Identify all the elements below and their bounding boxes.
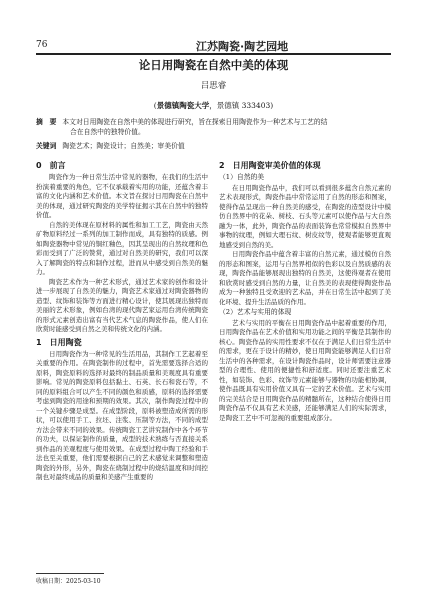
paragraph: 日用陶瓷作为一种常见的生活用品，其制作工艺起着至关重要的作用。在陶瓷制作的过程中，首先需要选择合适的原料，陶瓷原料的选择对最终的制品质量和美观度具有重要影响。常见的陶瓷原料包括黏土、石英、长石和瓷石等，不同的原料组合可以产生不同的颜色和质感，原料的选择需要考虑到陶瓷的用途和预期的效果。其次，制作陶瓷过程中的一个关键步骤是成型。在成型阶段，原料被塑造成所需的形状，可以使用手工、拉坯、注浆、压制等方法，不同的成型方法会带来不同的效果。传统陶瓷工艺讲究制作中各个环节的功夫，以保证制作的质量，成型的技术熟练与否直接关系到作品的美观程度与使用效果。在成型过程中陶工经验和手法也至关重要，他们需要根据自己的艺术感觉来调整和塑造陶瓷的外形，另外，陶瓷在烧制过程中的烧结温度和时间控制也对最终成品的质量和美感产生重要的: [36, 349, 208, 481]
paragraph: 日用陶瓷作品中蕴含着丰富的自然元素，通过模仿自然的形态和图案，运用与自然界相似的色彩以及自然质感的表现，陶瓷作品能够展现出独特的自然美，这使得观者在使用和欣赏时感受到自然的力量，让自然美的表现使得陶瓷作品成为一种独特且受欢迎的艺术品，并在日常生活中起到了美化环境、提升生活品质的作用。: [219, 250, 391, 306]
article-title: 论日用陶瓷在自然中美的体现: [138, 58, 289, 72]
received-date: 收稿日期：2025-03-10: [36, 578, 101, 585]
affiliation-org: 景德镇陶瓷大学: [156, 101, 210, 110]
paragraph: 陶瓷艺术作为一种艺术形式，通过艺术家的创作和设计进一步展现了自然美的魅力，陶瓷艺术家通过对陶瓷器物的造型、纹饰和装饰等方面进行精心设计，使其展现出独特而美丽的艺术形象，例如台湾的现代陶艺家运用台湾传统陶瓷的形式元素创造出富有当代艺术气息的陶瓷作品，使人们在欣赏时能感受到自然之美和传统文化的内涵。: [36, 277, 208, 333]
paragraph: 在日用陶瓷作品中，我们可以看到很多蕴含自然元素的艺术表现形式，陶瓷作品中常常运用了自然的形态和图案，使得作品呈现出一种自然美的感受，在陶瓷的造型设计中模仿自然界中的花朵、树枝、石头等元素可以使作品与大自然融为一体，此外，陶瓷作品的表面装饰也常常模拟自然界中事物的纹理，例如大理石纹、树皮纹等，使观者能够更直观地感受到自然的美。: [219, 183, 391, 249]
abstract-label: 摘 要: [36, 118, 57, 126]
keywords-text: 陶瓷艺术；陶瓷设计；自然美；审美价值: [62, 142, 185, 150]
abstract-text-line2: 合在自然中的独特价值。: [70, 128, 145, 136]
footnote-divider: [36, 573, 104, 574]
section-heading-aesthetic-value: 2 日用陶瓷审美价值的体现: [219, 161, 321, 170]
author-name: 吕思睿: [200, 81, 227, 91]
paragraph: 自然的美体现在原材料的属性和加工工艺，陶瓷由天然矿物原料经过一系列的加工制作而成，具有独特的质感。例如陶瓷器物中常见的铜红釉色，因其呈现出的自然纹理和色彩而受到了广泛的赞赏，通过对自然美的研究，我们可以深入了解陶瓷的特点和制作过程，进而从中感受到自然美的魅力。: [36, 220, 208, 276]
keywords-label: 关键词: [36, 142, 57, 150]
left-column: [36, 158, 208, 483]
abstract-text-line1: 本文对日用陶瓷在自然中美的体现进行研究，旨在探索日用陶瓷作为一种艺术与工艺的结: [62, 118, 328, 126]
subsection-heading-art-and-utility: （2）艺术与实用的体现: [219, 308, 292, 316]
section-heading-preface: 0 前言: [36, 161, 66, 170]
subsection-heading-natural-beauty: （1）自然的美: [219, 173, 265, 181]
abstract: [36, 117, 391, 137]
section-heading-daily-ceramics: 1 日用陶瓷: [36, 337, 82, 347]
paragraph: 艺术与实用的平衡在日用陶瓷作品中起着重要的作用，日用陶瓷作品在艺术价值和实用功能之间的平衡是其制作的核心。陶瓷作品的实用性要求不仅在于满足人们日常生活中的需求，更在于设计的精妙，使日用陶瓷能够满足人们日常生活中的各种需求，在设计陶瓷作品时，设计师需要注意器型的合理性、使用的便捷性和舒适度。同时还要注重艺术性，如装饰、色彩、纹饰等元素能够与器物的功能相协调，使作品既具有实用价值又具有一定的艺术价值。艺术与实用的完美结合是日用陶瓷作品的精髓所在，这种结合使得日用陶瓷作品不仅具有艺术美感，还能够满足人们的实际需求，是陶瓷工艺中不可忽视的重要组成部分。: [219, 318, 391, 422]
author-affiliation: (景德镇陶瓷大学，景德镇 333403): [153, 101, 274, 110]
paragraph: 陶瓷作为一种日常生活中常见的器物，在我们的生活中扮演着重要的角色，它不仅承载着实用的功能，还蕴含着丰富的文化内涵和艺术价值。本文旨在探讨日用陶瓷在自然中美的体现，通过研究陶瓷的美学特征揭示其在自然中的独特价值。: [36, 173, 208, 219]
affiliation-location: ，景德镇 333403: [209, 101, 271, 110]
keywords: [36, 140, 391, 150]
header-divider: [36, 53, 391, 55]
page-number: 76: [36, 40, 48, 50]
right-column: [219, 158, 391, 423]
journal-name: 江苏陶瓷·陶艺园地: [196, 40, 289, 53]
